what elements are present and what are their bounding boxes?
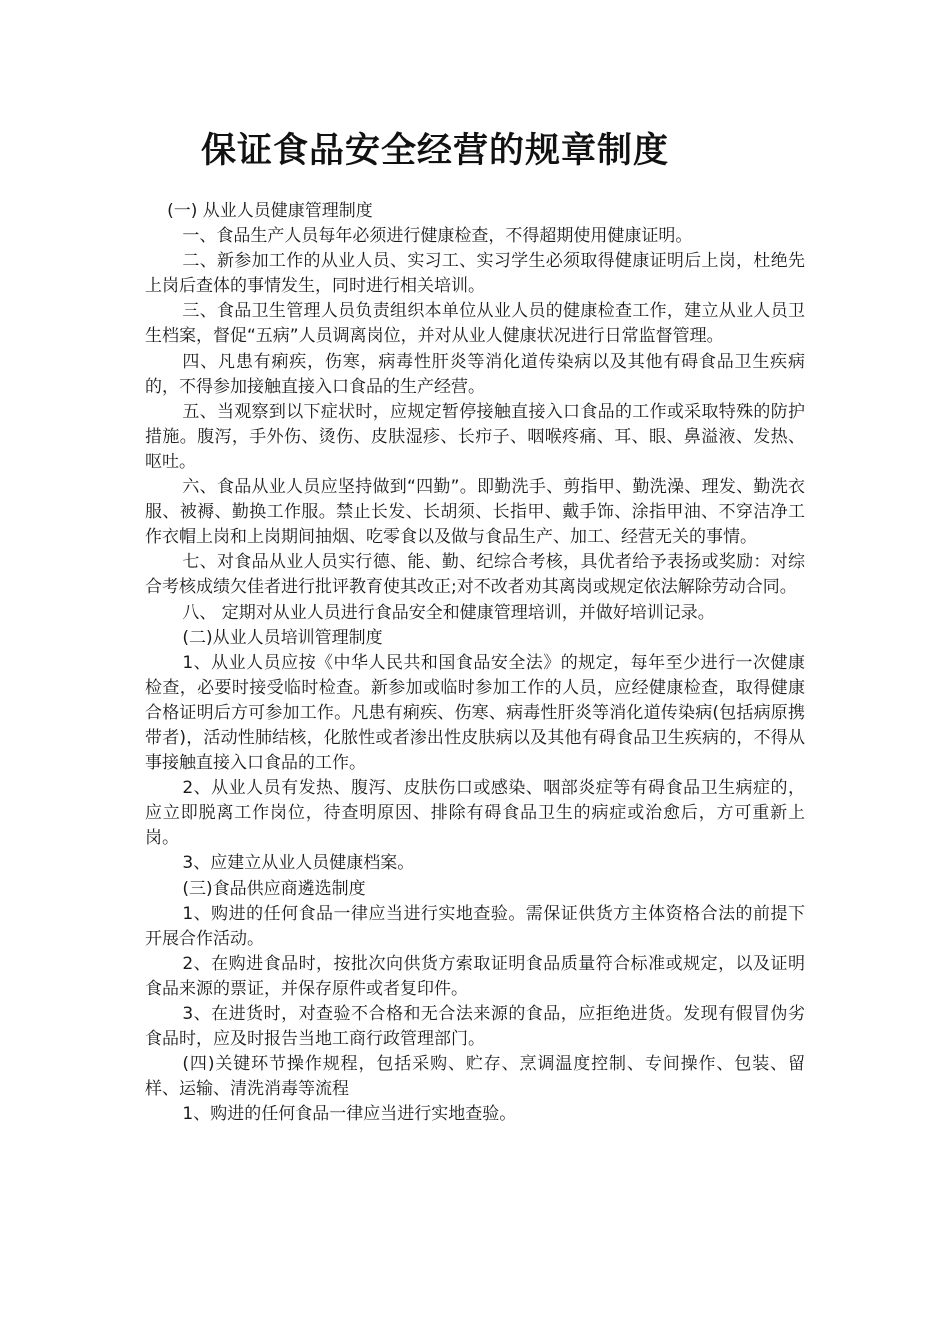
document-body	[145, 199, 805, 1127]
paragraph: 2、从业人员有发热、腹泻、皮肤伤口或感染、咽部炎症等有碍食品卫生病症的，应立即脱离工作岗位，待查明原因、排除有碍食品卫生的病症或治愈后，方可重新上岗。	[145, 778, 805, 849]
paragraph: 五、当观察到以下症状时，应规定暂停接触直接入口食品的工作或采取特殊的防护措施。腹泻，手外伤、烫伤、皮肤湿疹、长疖子、咽喉疼痛、耳、眼、鼻溢液、发热、呕吐。	[145, 401, 805, 472]
paragraph: 3、在进货时，对查验不合格和无合法来源的食品，应拒绝进货。发现有假冒伪劣食品时，应及时报告当地工商行政管理部门。	[145, 1004, 805, 1050]
paragraph: 1、从业人员应按《中华人民共和国食品安全法》的规定，每年至少进行一次健康检查，必要时接受临时检查。新参加或临时参加工作的人员，应经健康检查，取得健康合格证明后方可参加工作。凡患有痢疾、伤寒、病毒性肝炎等消化道传染病(包括病原携带者)，活动性肺结核，化脓性或者渗出性皮肤病以及其他有碍食品卫生疾病的，不得从事接触直接入口食品的工作。	[145, 652, 805, 774]
paragraph: 3、应建立从业人员健康档案。	[182, 853, 415, 874]
paragraph: 一、食品生产人员每年必须进行健康检查，不得超期使用健康证明。	[182, 226, 693, 247]
paragraph: 1、购进的任何食品一律应当进行实地查验。需保证供货方主体资格合法的前提下开展合作活动。	[145, 903, 805, 949]
paragraph: 四、凡患有痢疾，伤寒，病毒性肝炎等消化道传染病以及其他有碍食品卫生疾病的，不得参加接触直接入口食品的生产经营。	[145, 351, 805, 397]
section-heading-1: (一) 从业人员健康管理制度	[167, 201, 373, 221]
paragraph: 三、食品卫生管理人员负责组织本单位从业人员的健康检查工作，建立从业人员卫生档案，督促“五病”人员调离岗位，并对从业人健康状况进行日常监督管理。	[145, 301, 805, 347]
paragraph: 七、对食品从业人员实行德、能、勤、纪综合考核，具优者给予表扬或奖励：对综合考核成绩欠佳者进行批评教育使其改正;对不改者劝其离岗或规定依法解除劳动合同。	[145, 552, 805, 598]
paragraph: 2、在购进食品时，按批次向供货方索取证明食品质量符合标准或规定，以及证明食品来源的票证，并保存原件或者复印件。	[145, 953, 805, 999]
document-title: 保证食品安全经营的规章制度	[200, 130, 669, 171]
paragraph: 六、食品从业人员应坚持做到“四勤”。即勤洗手、剪指甲、勤洗澡、理发、勤洗衣服、被褥、勤换工作服。禁止长发、长胡须、长指甲、戴手饰、涂指甲油、不穿洁净工作衣帽上岗和上岗期间抽烟、吃零食以及做与食品生产、加工、经营无关的事情。	[145, 477, 805, 548]
paragraph: 八、 定期对从业人员进行食品安全和健康管理培训，并做好培训记录。	[182, 602, 715, 623]
paragraph: 1、购进的任何食品一律应当进行实地查验。	[182, 1104, 517, 1125]
section-heading-3: (三)食品供应商遴选制度	[182, 878, 366, 899]
section-heading-2: (二)从业人员培训管理制度	[182, 627, 383, 648]
paragraph: 二、新参加工作的从业人员、实习工、实习学生必须取得健康证明后上岗，杜绝先上岗后查体的事情发生，同时进行相关培训。	[145, 251, 805, 297]
section-heading-4: (四)关键环节操作规程，包括采购、贮存、烹调温度控制、专间操作、包装、留样、运输、清洗消毒等流程	[145, 1054, 805, 1100]
